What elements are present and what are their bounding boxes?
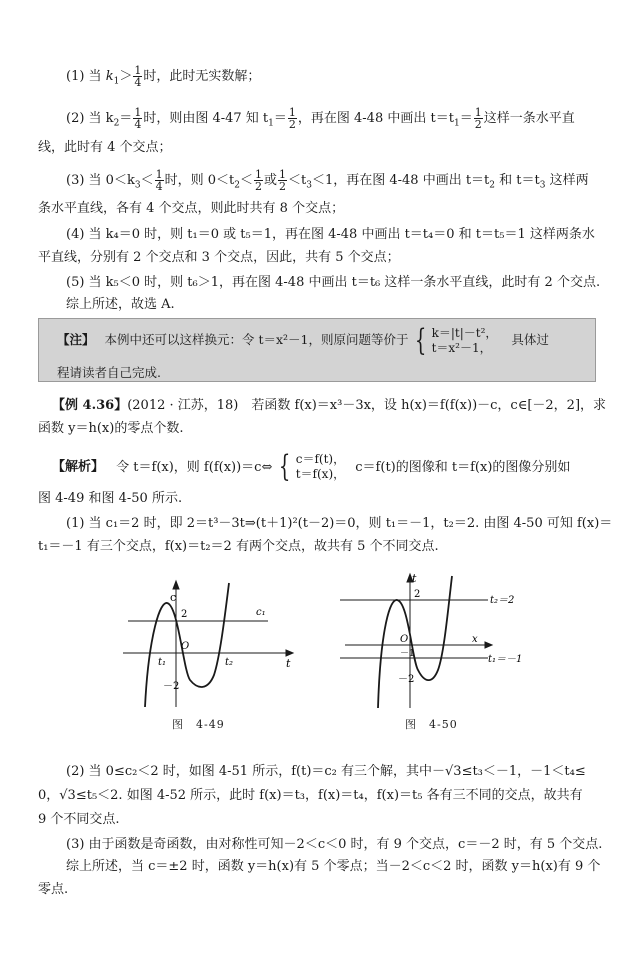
case1-text-c: 时，此时无实数解； — [143, 69, 261, 84]
case2-frac1 — [133, 107, 142, 130]
note-line1 — [57, 322, 549, 358]
case2-frac3-num: 1 — [474, 106, 482, 119]
case3-tsub: 2 — [234, 180, 240, 191]
case2-line1 — [66, 107, 575, 132]
case3-line1 — [66, 169, 589, 194]
case3-tsub3: 2 — [489, 180, 496, 191]
case3-text-a: (3) 当 0＜k — [66, 173, 135, 188]
case2-frac3 — [474, 107, 483, 130]
case3-frac3-den: 2 — [278, 180, 286, 193]
case3-text-h: 和 t＝t — [495, 173, 540, 188]
case1-frac-num: 1 — [134, 64, 142, 77]
case2-text-b: ＝ — [119, 111, 133, 126]
case2-frac3-den: 2 — [474, 118, 482, 131]
case2-frac2 — [288, 107, 297, 130]
case3-text-c: 时，则 0＜t — [164, 173, 235, 188]
case2-tsub2: 1 — [453, 118, 460, 129]
case4-line2: 平直线，分别有 2 个交点和 3 个交点，因此，共有 5 个交点； — [38, 250, 400, 265]
fig50-label-t1: t₁＝－1 — [488, 654, 523, 665]
case3-frac2-den: 2 — [254, 180, 262, 193]
note-box — [38, 318, 596, 382]
fig49-y-arrow — [173, 581, 179, 589]
case3-frac1 — [155, 169, 164, 192]
note-text2: 具体过 — [511, 332, 549, 347]
solution-line2: 图 4-49 和图 4-50 所示. — [38, 491, 183, 506]
case3-text-g: ＜1，再在图 4-48 中画出 t＝t — [311, 173, 490, 188]
case2-text-a: (2) 当 k — [66, 111, 114, 126]
part2-line2: 0，√3≤t₅＜2. 如图 4-52 所示，此时 f(x)＝t₃，f(x)＝t₄，f(x)＝t₅ 各有三不同的交点，故共有 — [38, 788, 583, 803]
case2-ksub: 2 — [113, 118, 120, 129]
case3-frac3 — [278, 169, 287, 192]
case2-text-d: ＝ — [273, 111, 287, 126]
fig49-origin: O — [181, 641, 190, 652]
case2-frac1-den: 4 — [134, 118, 142, 131]
case3-frac3-num: 1 — [278, 168, 286, 181]
fig50-y-label: t — [412, 572, 417, 585]
note-system — [432, 326, 498, 356]
note-text1: 本例中还可以这样换元：令 t＝x²－1，则原问题等价于 — [104, 332, 409, 347]
case3-frac2 — [254, 169, 263, 192]
case3-text-f: ＜t — [287, 173, 307, 188]
case2-text-f: ＝ — [459, 111, 473, 126]
note-brace: { — [414, 322, 426, 358]
solution-brace: { — [278, 449, 290, 484]
fig49-y-label: c — [170, 591, 177, 604]
figure-4-50 — [340, 570, 540, 710]
solution-sys1: c＝f(t)， — [295, 452, 346, 466]
case1-text-b: ＞ — [119, 69, 133, 84]
fig49-label-t2: t₂ — [225, 657, 234, 668]
example-line1 — [52, 398, 606, 414]
part3-line1: (3) 由于函数是奇函数，由对称性可知－2＜c＜0 时，有 9 个交点，c＝－2 时，有 5 个交点. — [66, 837, 603, 852]
case5-line1: (5) 当 k₅＜0 时，则 t₆＞1，再在图 4-48 中画出 t＝t₆ 这样一条水平直线，此时有 2 个交点. — [66, 275, 601, 290]
case4-line1: (4) 当 k₄＝0 时，则 t₁＝0 或 t₅＝1，再在图 4-48 中画出 t＝t₄＝0 和 t＝t₅＝1 这样两条水 — [66, 227, 595, 242]
case3-frac1-num: 1 — [155, 168, 163, 181]
case3-line2: 条水平直线，各有 4 个交点，则此时共有 8 个交点； — [38, 201, 345, 216]
solution-line1 — [52, 449, 571, 484]
solution-text1: 令 t＝f(x)，则 f(f(x))＝c⇔ — [116, 459, 273, 475]
case3-tsub2: 3 — [306, 180, 312, 191]
conclusion1: 综上所述，故选 A. — [66, 297, 175, 312]
figure-4-49 — [118, 575, 298, 710]
part2-line3: 9 个不同交点. — [38, 812, 120, 827]
case1-text-a: (1) 当 — [66, 69, 106, 84]
solution-sys2: t＝f(x)， — [295, 467, 346, 481]
fig50-origin: O — [400, 634, 409, 645]
fig49-label-2: 2 — [181, 609, 188, 620]
case2-tsub: 1 — [268, 118, 274, 129]
case1-ksub: 1 — [113, 76, 120, 87]
fig50-x-label: x — [472, 634, 478, 645]
fig49-label-m2: －2 — [163, 681, 180, 692]
case3-ksub: 3 — [134, 180, 141, 191]
note-line2: 程请读者自己完成. — [57, 365, 161, 380]
solution-text2: c＝f(t)的图像和 t＝f(x)的图像分别如 — [355, 459, 571, 475]
case2-line2: 线，此时有 4 个交点； — [38, 140, 172, 155]
fig49-label-t1: t₁ — [158, 657, 167, 668]
fig50-x-arrow — [485, 642, 492, 648]
solution-system — [296, 452, 345, 482]
case3-text-i: 这样两 — [545, 173, 589, 188]
case1-frac-den: 4 — [134, 76, 142, 89]
case2-frac2-num: 1 — [288, 106, 296, 119]
case2-text-c: 时，则由图 4-47 知 t — [143, 111, 269, 126]
case3-frac2-num: 1 — [254, 168, 262, 181]
case2-text-e: ，再在图 4-48 中画出 t＝t — [297, 111, 454, 126]
final-line2: 零点. — [38, 882, 69, 897]
fig50-label-t2: t₂＝2 — [490, 595, 515, 606]
fig50-caption: 图 4-50 — [405, 718, 458, 731]
case2-frac1-num: 1 — [134, 106, 142, 119]
case1-k: k — [105, 69, 114, 84]
note-label: 【注】 — [57, 332, 95, 347]
case2-text-g: 这样一条水平直 — [483, 111, 575, 126]
note-sys2: t＝x²－1， — [431, 340, 492, 355]
example-text: (2012 · 江苏，18) 若函数 f(x)＝x³－3x，设 h(x)＝f(f(x))－c，c∈[－2，2]，求 — [127, 398, 607, 413]
case3-text-e: 或 — [263, 173, 277, 188]
example-label: 【例 4.36】 — [52, 398, 128, 413]
solution-p1-line2: t₁＝－1 有三个交点，f(x)＝t₂＝2 有两个交点，故共有 5 个不同交点. — [38, 539, 439, 554]
case1-line — [66, 65, 260, 90]
solution-p1-line1: (1) 当 c₁＝2 时，即 2＝t³－3t⇒(t＋1)²(t－2)＝0，则 t₁＝－1，t₂＝2. 由图 4-50 可知 f(x)＝ — [66, 516, 613, 531]
example-line2: 函数 y＝h(x)的零点个数. — [38, 421, 184, 436]
note-sys1: k＝|t|－t²， — [431, 325, 498, 340]
final-line1: 综上所述，当 c＝±2 时，函数 y＝h(x)有 5 个零点；当－2＜c＜2 时，函数 y＝h(x)有 9 个 — [66, 859, 601, 874]
fig50-label-m2: －2 — [398, 674, 415, 685]
fig50-label-2: 2 — [414, 589, 421, 600]
case2-frac2-den: 2 — [288, 118, 296, 131]
fig49-label-c1: c₁ — [256, 607, 266, 618]
fig49-x-arrow — [286, 650, 293, 656]
part2-line1: (2) 当 0≤c₂＜2 时，如图 4-51 所示，f(t)＝c₂ 有三个解，其中－√3≤t₃＜－1，－1＜t₄≤ — [66, 764, 586, 779]
fig50-label-m1: －1 — [400, 649, 415, 659]
case3-text-b: ＜ — [140, 173, 154, 188]
fig49-caption: 图 4-49 — [172, 718, 225, 731]
case3-text-d: ＜ — [239, 173, 253, 188]
solution-label: 【解析】 — [52, 459, 105, 475]
fig49-x-label: t — [286, 657, 291, 670]
case1-frac — [133, 65, 142, 88]
case3-frac1-den: 4 — [155, 180, 163, 193]
case3-tsub4: 3 — [539, 180, 546, 191]
